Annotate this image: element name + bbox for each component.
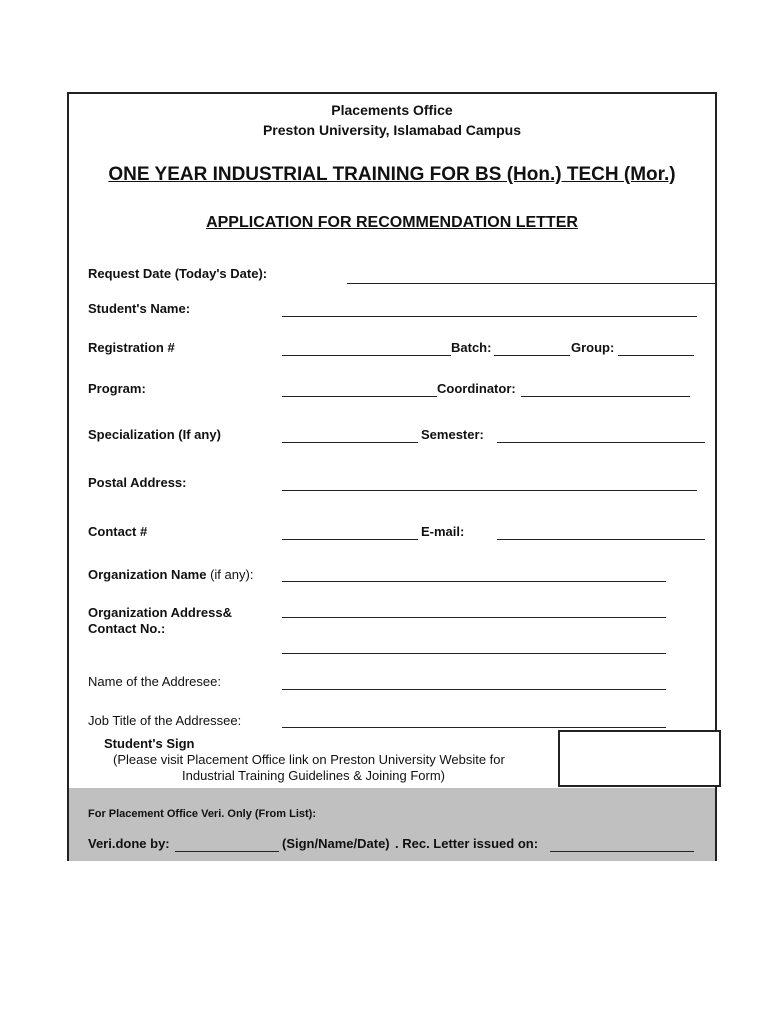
office-name: Placements Office	[331, 102, 453, 118]
contact-field[interactable]	[282, 539, 418, 540]
org-address-label-2: Contact No.:	[88, 621, 166, 636]
postal-address-label: Postal Address:	[88, 475, 187, 490]
group-label: Group:	[571, 340, 615, 355]
org-address-field-1[interactable]	[282, 617, 666, 618]
addressee-title-label: Job Title of the Addressee:	[88, 713, 242, 728]
program-label: Program:	[88, 381, 146, 396]
student-name-label: Student's Name:	[88, 301, 191, 316]
sign-note-line-2: Industrial Training Guidelines & Joining Form)	[182, 768, 446, 783]
sign-note-line-1: (Please visit Placement Office link on Preston University Website for	[113, 752, 505, 767]
request-date-label: Request Date (Today's Date):	[88, 266, 268, 281]
org-address-field-2[interactable]	[282, 653, 666, 654]
verification-section	[69, 788, 715, 861]
letter-issued-field[interactable]	[550, 851, 694, 852]
postal-address-field[interactable]	[282, 490, 697, 491]
form-title: ONE YEAR INDUSTRIAL TRAINING FOR BS (Hon.) TECH (Mor.)	[108, 164, 676, 185]
addressee-title-field[interactable]	[282, 727, 666, 728]
program-field[interactable]	[282, 396, 437, 397]
org-name-label: Organization Name	[88, 567, 207, 582]
addressee-name-label: Name of the Addresee:	[88, 674, 221, 689]
email-field[interactable]	[497, 539, 705, 540]
request-date-field[interactable]	[347, 283, 717, 284]
org-name-note: (if any):	[210, 567, 254, 582]
org-name-row	[88, 567, 253, 582]
semester-field[interactable]	[497, 442, 705, 443]
form-subtitle: APPLICATION FOR RECOMMENDATION LETTER	[206, 214, 578, 231]
registration-field[interactable]	[282, 355, 451, 356]
sign-name-date-label: (Sign/Name/Date)	[282, 836, 390, 851]
batch-label: Batch:	[451, 340, 492, 355]
coordinator-label: Coordinator:	[437, 381, 516, 396]
specialization-label: Specialization (If any)	[88, 427, 221, 442]
student-sign-label: Student's Sign	[104, 736, 195, 751]
application-form	[67, 92, 717, 861]
addressee-name-field[interactable]	[282, 689, 666, 690]
contact-label: Contact #	[88, 524, 148, 539]
verification-heading: For Placement Office Veri. Only (From List):	[88, 808, 316, 820]
veri-done-field[interactable]	[175, 851, 279, 852]
org-address-label-1: Organization Address&	[88, 605, 232, 620]
coordinator-field[interactable]	[521, 396, 690, 397]
letter-issued-label: . Rec. Letter issued on:	[395, 836, 539, 851]
campus-name: Preston University, Islamabad Campus	[262, 122, 522, 138]
email-label: E-mail:	[421, 524, 465, 539]
org-name-field[interactable]	[282, 581, 666, 582]
registration-label: Registration #	[88, 340, 175, 355]
semester-label: Semester:	[421, 427, 484, 442]
group-field[interactable]	[618, 355, 694, 356]
veri-done-label: Veri.done by:	[88, 836, 170, 851]
specialization-field[interactable]	[282, 442, 418, 443]
batch-field[interactable]	[494, 355, 570, 356]
student-name-field[interactable]	[282, 316, 697, 317]
student-sign-box[interactable]	[558, 730, 721, 787]
